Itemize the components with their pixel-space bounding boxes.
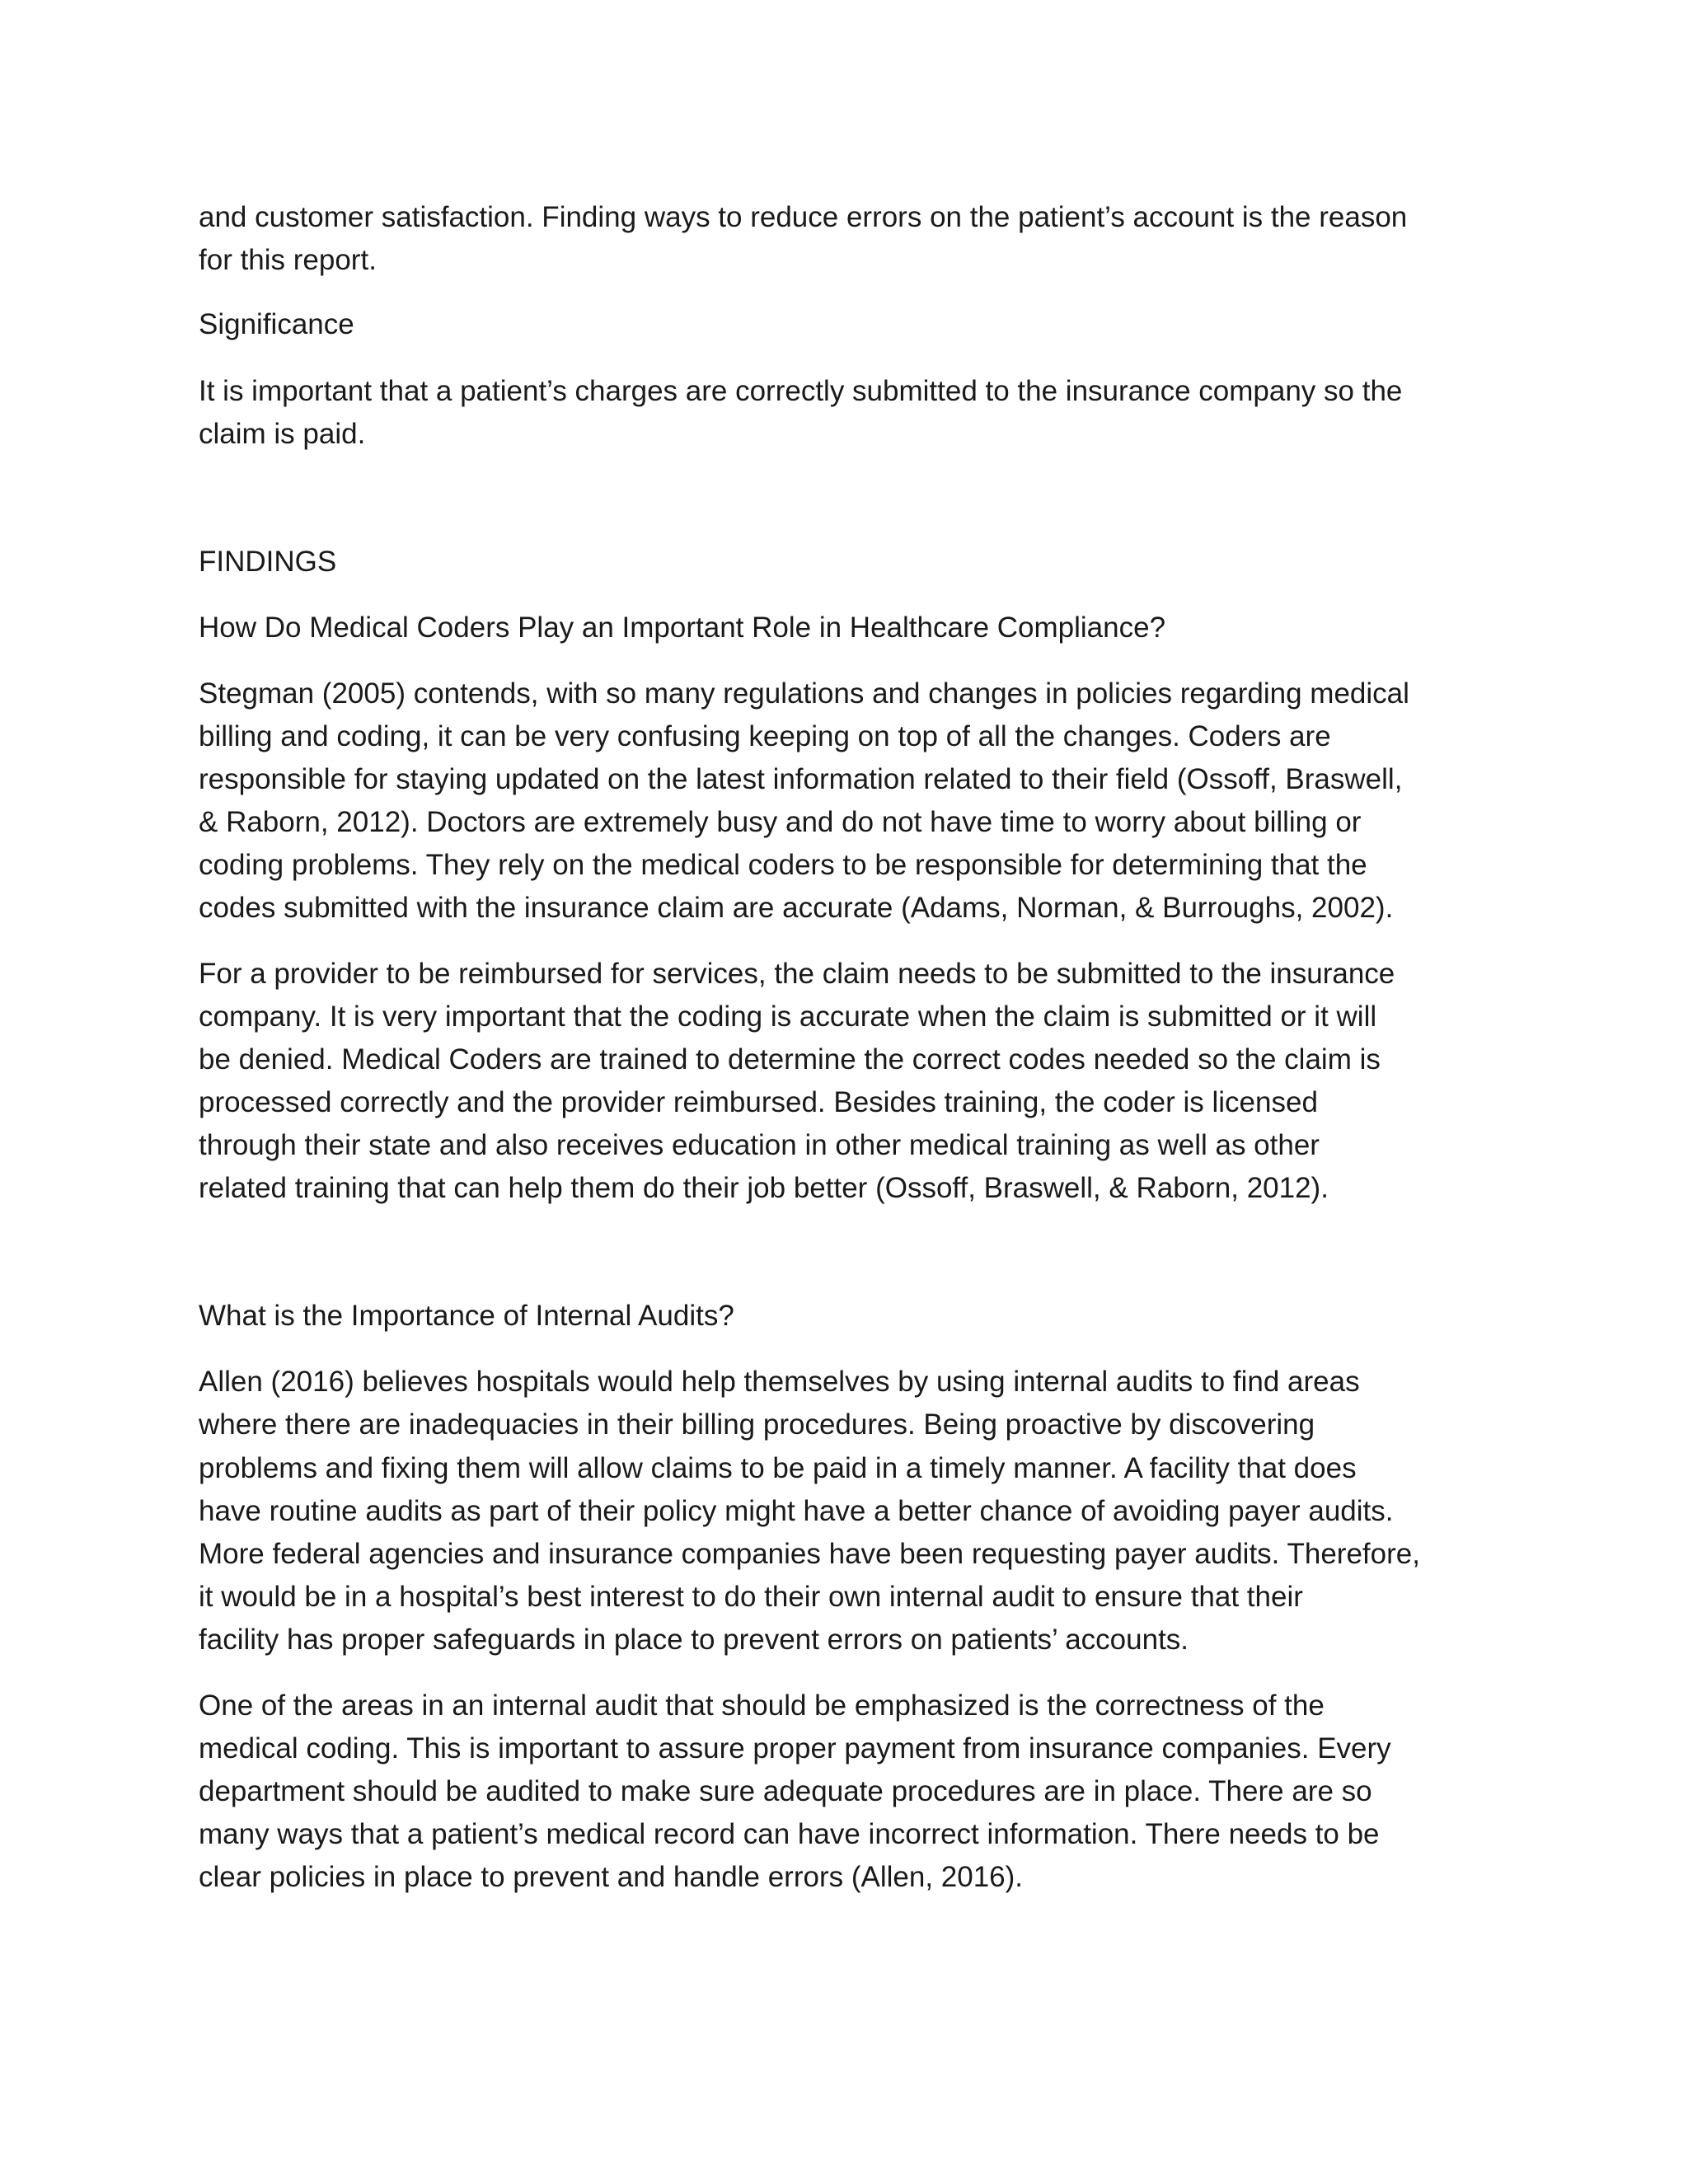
paragraph-line: through their state and also receives education in other medical training as well as other: [199, 1129, 1320, 1161]
paragraph-line: Allen (2016) believes hospitals would help themselves by using internal audits to find areas: [199, 1366, 1360, 1398]
paragraph-line: More federal agencies and insurance companies have been requesting payer audits. Therefore,: [199, 1538, 1420, 1570]
significance-heading: Significance: [199, 308, 354, 340]
paragraph-line: clear policies in place to prevent and handle errors (Allen, 2016).: [199, 1861, 1024, 1893]
significance-line-2: claim is paid.: [199, 418, 366, 450]
significance-line-1: It is important that a patient’s charges are correctly submitted to the insurance company so the: [199, 375, 1403, 407]
paragraph-line: where there are inadequacies in their billing procedures. Being proactive by discovering: [199, 1408, 1315, 1441]
paragraph-line: department should be audited to make sure adequate procedures are in place. There are so: [199, 1775, 1372, 1807]
paragraph-line: coding problems. They rely on the medical coders to be responsible for determining that the: [199, 849, 1367, 881]
paragraph-line: have routine audits as part of their policy might have a better chance of avoiding payer audits.: [199, 1495, 1394, 1527]
paragraph-line: processed correctly and the provider reimbursed. Besides training, the coder is licensed: [199, 1086, 1318, 1118]
paragraph-line: billing and coding, it can be very confusing keeping on top of all the changes. Coders are: [199, 720, 1331, 752]
paragraph-line: many ways that a patient’s medical record can have incorrect information. There needs to be: [199, 1818, 1380, 1850]
paragraph-line: it would be in a hospital’s best interest to do their own internal audit to ensure that their: [199, 1581, 1303, 1613]
findings-heading: FINDINGS: [199, 546, 337, 578]
question-heading-coders: How Do Medical Coders Play an Important Role in Healthcare Compliance?: [199, 612, 1166, 644]
paragraph-line: codes submitted with the insurance claim are accurate (Adams, Norman, & Burroughs, 2002).: [199, 892, 1394, 924]
question-heading-audits: What is the Importance of Internal Audits?: [199, 1300, 734, 1332]
paragraph-line: medical coding. This is important to assure proper payment from insurance companies. Every: [199, 1732, 1391, 1765]
paragraph-line: be denied. Medical Coders are trained to determine the correct codes needed so the claim is: [199, 1043, 1381, 1076]
paragraph-line: facility has proper safeguards in place to prevent errors on patients’ accounts.: [199, 1624, 1189, 1656]
paragraph-line: problems and fixing them will allow claims to be paid in a timely manner. A facility that does: [199, 1452, 1357, 1484]
paragraph-line: Stegman (2005) contends, with so many regulations and changes in policies regarding medical: [199, 677, 1409, 710]
paragraph-line: & Raborn, 2012). Doctors are extremely busy and do not have time to worry about billing or: [199, 806, 1362, 838]
paragraph-line: One of the areas in an internal audit that should be emphasized is the correctness of the: [199, 1690, 1325, 1722]
paragraph-line: related training that can help them do their job better (Ossoff, Braswell, & Raborn, 2012).: [199, 1172, 1329, 1204]
intro-line-2: for this report.: [199, 244, 377, 276]
paragraph-line: For a provider to be reimbursed for services, the claim needs to be submitted to the insurance: [199, 958, 1395, 990]
paragraph-line: company. It is very important that the coding is accurate when the claim is submitted or it will: [199, 1001, 1377, 1033]
paragraph-line: responsible for staying updated on the latest information related to their field (Ossoff, Braswell,: [199, 763, 1403, 795]
intro-line-1: and customer satisfaction. Finding ways to reduce errors on the patient’s account is the reason: [199, 201, 1408, 233]
